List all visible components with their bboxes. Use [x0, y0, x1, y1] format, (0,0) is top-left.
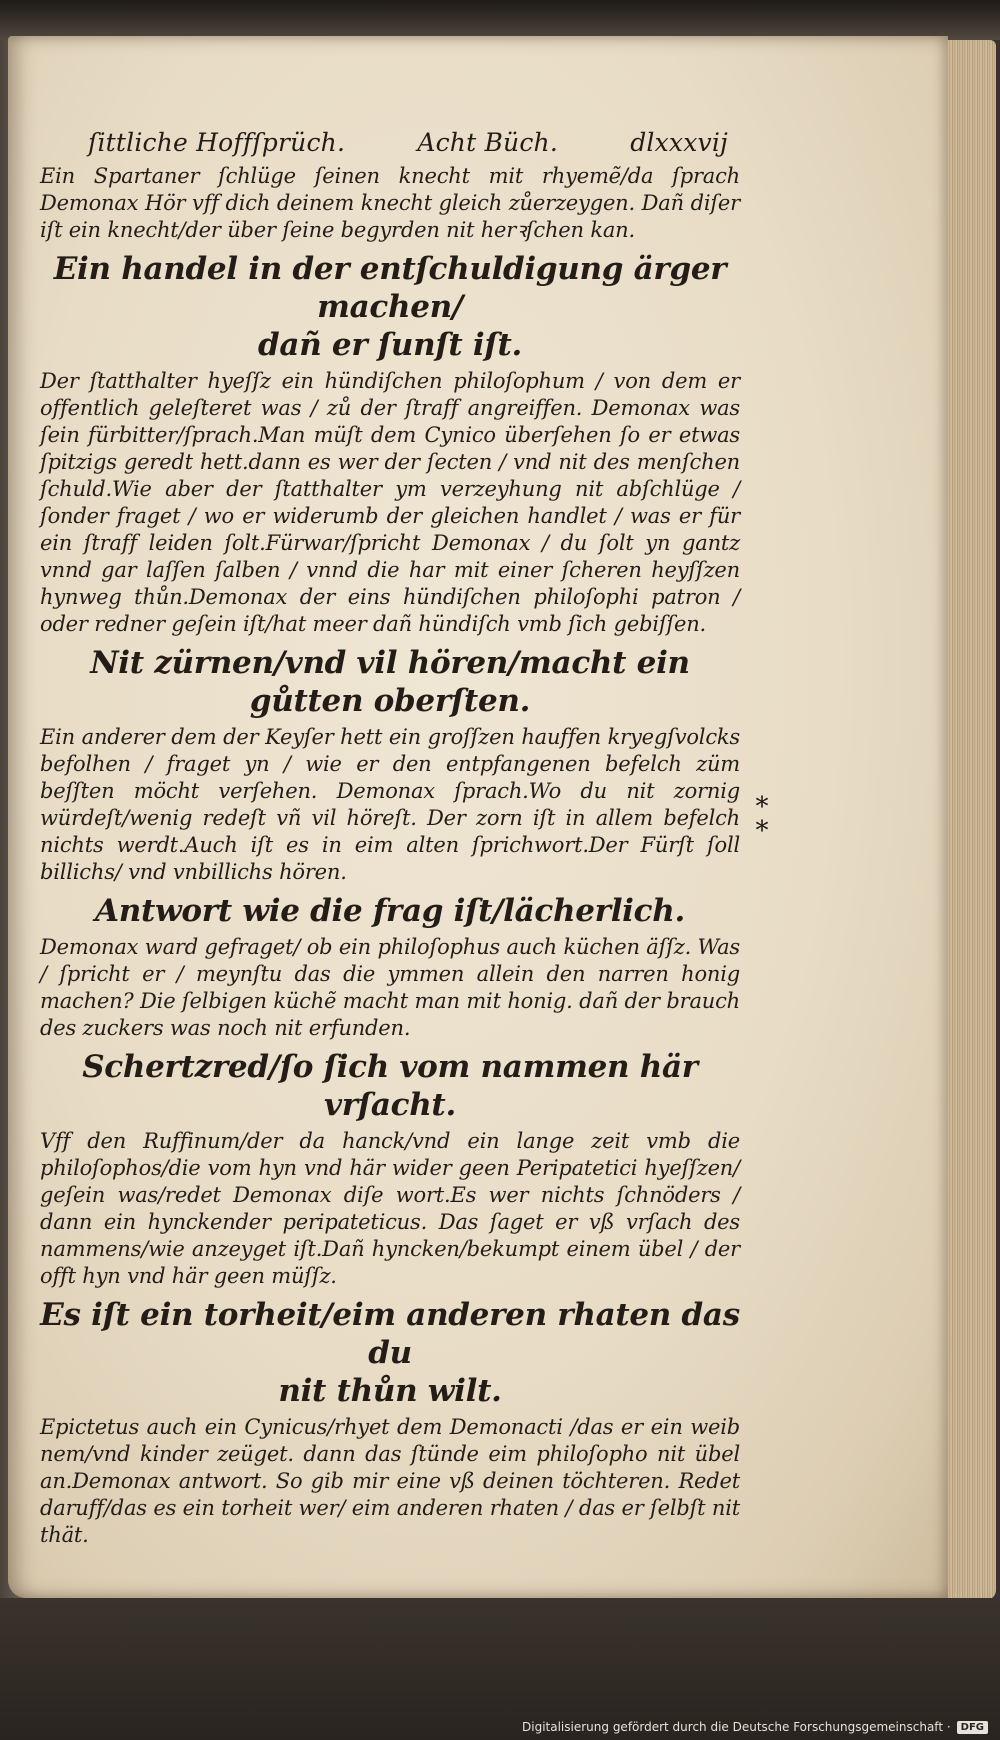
heading-line: Ein handel in der entſchuldigung ärger machen/	[53, 251, 727, 325]
section-heading-handel	[40, 250, 740, 364]
section-heading-schertzred	[40, 1048, 740, 1124]
running-head	[40, 128, 740, 157]
paragraph-statthalter: Der ſtatthalter hyeſſz ein hündiſchen philoſophum / von dem er offentlich geleſteret was / zů der ſtraff angreiffen. Demonax was ſein fürbitter/ſprach.Man müſt dem Cynico überſehen ſo er etwas ſpitzigs geredt hett.dann es wer der ſecten / vnd nit des menſchen ſchuld.Wie aber der ſtatthalter ym verzeyhung nit abſchlüge / ſonder fraget / wo er widerumb der gleichen handlet / was er für ein ſtraff leiden ſolt.Fürwar/ſpricht Demonax / du ſolt yn gantz vnnd gar laſſen ſalben / vnnd die har mit einer ſcheren heyſſzen hynweg thůn.Demonax der eins hündiſchen philoſophi patron / oder redner geſein iſt/hat meer dañ hündiſch vmb ſich gebiſſen.	[40, 369, 740, 636]
running-head-center: Acht Büch.	[417, 128, 558, 157]
section-heading-torheit	[40, 1296, 740, 1410]
paragraph-spartaner: Ein Spartaner ſchlüge ſeinen knecht mit rhyemẽ/da ſprach Demonax Hör vff dich deinem knecht gleich zůerzeygen. Dañ diſer iſt ein knecht/der über ſeine begyrden nit herꝛſchen kan.	[40, 164, 740, 242]
heading-line: dañ er ſunſt iſt.	[258, 327, 522, 363]
heading-line: Schertzred/ſo ſich vom nammen här vrſacht.	[82, 1049, 698, 1123]
margin-asterisk: *	[755, 792, 769, 822]
book-top-edge	[0, 0, 1000, 40]
margin-asterisk: *	[755, 816, 769, 846]
dfg-logo: DFG	[957, 1721, 988, 1734]
heading-line: Es iſt ein torheit/eim anderen rhaten das du	[40, 1297, 740, 1371]
paragraph-ruffinum: Vff den Ruffinum/der da hanck/vnd ein lange zeit vmb die philoſophos/die vom hyn vnd här wider geen Peripatetici hyeſſzen/ geſein was/redet Demonax diſe wort.Es wer nichts ſchnöders / dann ein hynckender peripateticus. Das ſaget er vß vrſach des nammens/wie anzeyget iſt.Dañ hyncken/bekumpt einem übel / der offt hyn vnd här geen müſſz.	[40, 1129, 740, 1288]
heading-line: nit thůn wilt.	[278, 1373, 502, 1409]
heading-line: Antwort wie die frag iſt/lächerlich.	[95, 893, 685, 929]
paragraph-keyser: Ein anderer dem der Keyſer hett ein groſſzen hauffen kryegſvolcks befolhen / fraget yn / wie er den entpfangenen befelch züm beſſten möcht verſehen. Demonax ſprach.Wo du nit zornig würdeſt/wenig redeſt vñ vil höreſt. Der zorn iſt in allem befelch nichts werdt.Auch iſt es in eim alten ſprichwort.Der Fürſt ſoll billichs/ vnd vnbillichs hören.	[40, 725, 740, 884]
paragraph-kuechen: Demonax ward gefraget/ ob ein philoſophus auch küchen äſſz. Was / ſpricht er / meynſtu das die ymmen allein den narren honig machen? Die ſelbigen küchẽ macht man mit honig. dañ der brauch des zuckers was noch nit erfunden.	[40, 935, 740, 1040]
section-heading-zuernen	[40, 644, 740, 720]
digitization-footer	[522, 1720, 988, 1734]
paragraph-epictetus: Epictetus auch ein Cynicus/rhyet dem Demonacti /das er ein weib nem/vnd kinder zeüget. dann das ſtünde eim philoſopho nit übel an.Demonax antwort. So gib mir eine vß deinen töchteren. Redet daruff/das es ein torheit wer/ eim anderen rhaten / das er ſelbſt nit thät.	[40, 1415, 740, 1547]
page-fore-edge	[948, 40, 996, 1600]
running-head-left: ſittliche Hoffſprüch.	[88, 128, 346, 157]
page-text-block	[40, 128, 740, 1549]
scan-bottom-margin	[0, 1598, 1000, 1740]
margin-asterisks	[750, 792, 774, 846]
heading-line: Nit zürnen/vnd vil hören/macht ein	[90, 645, 690, 681]
folio-number: dlxxxvij	[630, 128, 728, 157]
footer-credit-text: Digitalisierung gefördert durch die Deutsche Forschungsgemeinschaft ·	[522, 1720, 951, 1734]
section-heading-antwort	[40, 892, 740, 930]
heading-line: gůtten oberſten.	[249, 683, 531, 719]
